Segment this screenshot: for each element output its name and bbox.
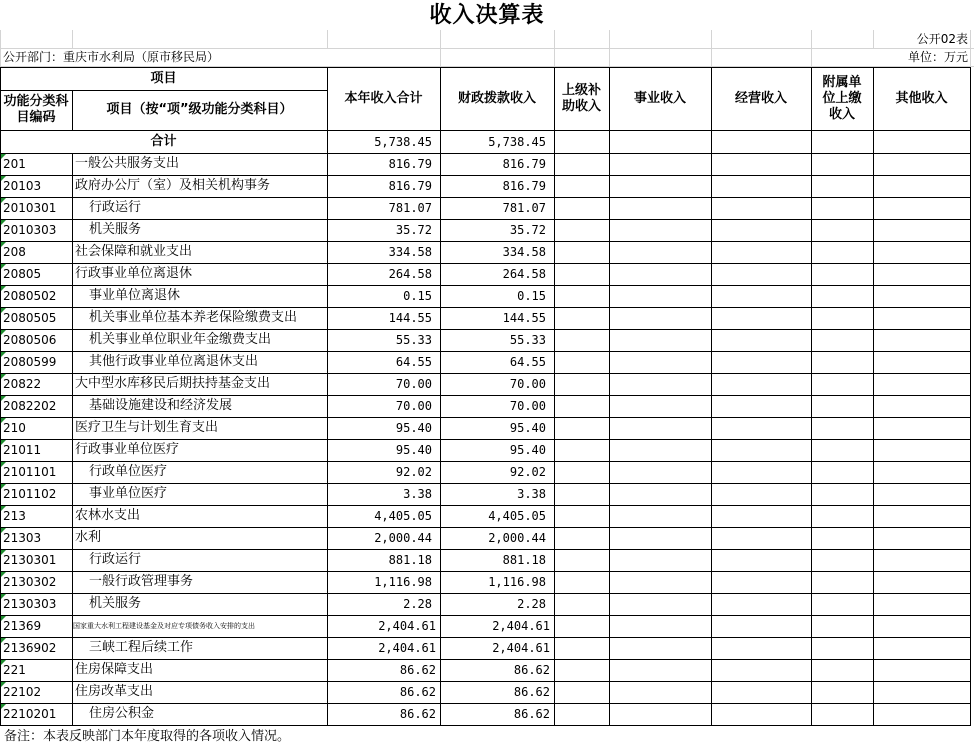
row-total-income: 144.55 — [388, 311, 432, 325]
grid-line — [0, 505, 971, 506]
green-triangle-marker — [1, 198, 6, 203]
page-title: 收入决算表 — [0, 0, 974, 30]
row-total-income: 3.38 — [403, 487, 432, 501]
grid-line — [0, 197, 971, 198]
row-code: 2080506 — [3, 333, 57, 347]
grid-line — [0, 67, 971, 68]
row-total-income: 264.58 — [388, 267, 432, 281]
row-item-name: 农林水支出 — [75, 508, 141, 523]
row-code: 2136902 — [3, 641, 57, 655]
row-item-name: 水利 — [75, 530, 102, 545]
row-fiscal-income: 86.62 — [513, 685, 550, 699]
row-code: 2130301 — [3, 553, 57, 567]
grid-line — [970, 67, 971, 725]
grid-line — [609, 67, 610, 725]
row-total-income: 4,405.05 — [374, 509, 432, 523]
table-note: 备注：本表反映部门本年度取得的各项收入情况。 — [4, 729, 291, 744]
row-fiscal-income: 2,000.44 — [488, 531, 546, 545]
row-total-income: 816.79 — [388, 157, 432, 171]
header-item-name: 项目（按“项”级功能分类科目） — [106, 102, 293, 117]
grid-line — [811, 67, 812, 725]
row-item-name: 三峡工程后续工作 — [89, 640, 194, 655]
row-item-name: 一般行政管理事务 — [89, 574, 194, 589]
grid-line — [0, 307, 971, 308]
header-business: 事业收入 — [633, 90, 686, 106]
row-item-name: 医疗卫生与计划生育支出 — [75, 420, 219, 435]
row-fiscal-income: 2,404.61 — [492, 641, 550, 655]
green-triangle-marker — [1, 264, 6, 269]
row-item-name: 机关服务 — [89, 222, 142, 237]
row-code: 213 — [3, 509, 26, 523]
green-triangle-marker — [1, 462, 6, 467]
row-code: 2010301 — [3, 201, 57, 215]
row-item-name: 其他行政事业单位离退休支出 — [89, 354, 259, 369]
row-code: 21011 — [3, 443, 42, 457]
row-code: 2010303 — [3, 223, 57, 237]
row-total-income: 55.33 — [395, 333, 432, 347]
row-fiscal-income: 95.40 — [509, 421, 546, 435]
row-total-income: 2.28 — [403, 597, 432, 611]
row-total-income: 35.72 — [395, 223, 432, 237]
row-code: 20822 — [3, 377, 42, 391]
row-fiscal-income: 816.79 — [502, 157, 546, 171]
green-triangle-marker — [1, 242, 6, 247]
row-fiscal-income: 816.79 — [502, 179, 546, 193]
row-fiscal-income: 781.07 — [502, 201, 546, 215]
row-item-name: 住房改革支出 — [75, 684, 154, 699]
row-total-income: 1,116.98 — [374, 575, 432, 589]
header-item: 项目 — [150, 70, 177, 86]
green-triangle-marker — [1, 528, 6, 533]
header-total-income: 本年收入合计 — [344, 90, 423, 106]
row-total-income: 2,404.61 — [378, 619, 436, 633]
grid-line — [0, 703, 971, 704]
grid-line — [0, 90, 327, 91]
green-triangle-marker — [1, 682, 6, 687]
grid-line — [72, 90, 73, 130]
green-triangle-marker — [1, 550, 6, 555]
grid-line — [0, 527, 971, 528]
grid-line — [0, 483, 971, 484]
row-total-income: 0.15 — [403, 289, 432, 303]
green-triangle-marker — [1, 396, 6, 401]
green-triangle-marker — [1, 704, 6, 709]
row-item-name: 基础设施建设和经济发展 — [89, 398, 233, 413]
row-code: 2101101 — [3, 465, 57, 479]
row-code: 2101102 — [3, 487, 57, 501]
row-code: 2082202 — [3, 399, 57, 413]
row-fiscal-income: 2,404.61 — [492, 619, 550, 633]
row-total-income: 95.40 — [395, 421, 432, 435]
row-fiscal-income: 1,116.98 — [488, 575, 546, 589]
grid-line — [0, 637, 971, 638]
row-total-income: 64.55 — [395, 355, 432, 369]
row-code: 22102 — [3, 685, 42, 699]
green-triangle-marker — [1, 176, 6, 181]
grid-line — [0, 659, 971, 660]
row-fiscal-income: 3.38 — [517, 487, 546, 501]
green-triangle-marker — [1, 660, 6, 665]
green-triangle-marker — [1, 286, 6, 291]
row-total-income: 781.07 — [388, 201, 432, 215]
row-total-income: 92.02 — [395, 465, 432, 479]
row-total-income: 816.79 — [388, 179, 432, 193]
row-fiscal-income: 64.55 — [509, 355, 546, 369]
grid-line — [0, 439, 971, 440]
row-item-name: 政府办公厅（室）及相关机构事务 — [75, 178, 271, 193]
row-item-name: 行政运行 — [89, 200, 142, 215]
row-fiscal-income: 264.58 — [502, 267, 546, 281]
header-other: 其他收入 — [895, 90, 948, 106]
row-fiscal-income: 35.72 — [509, 223, 546, 237]
form-code: 公开02表 — [880, 30, 968, 48]
grid-line — [0, 175, 971, 176]
row-code: 21369 — [3, 619, 42, 633]
row-total-income: 70.00 — [395, 377, 432, 391]
row-item-name: 住房公积金 — [89, 706, 155, 721]
row-code: 2130303 — [3, 597, 57, 611]
grid-line — [0, 681, 971, 682]
row-item-name: 住房保障支出 — [75, 662, 154, 677]
header-operating: 经营收入 — [734, 90, 787, 106]
row-fiscal-income: 86.62 — [513, 663, 550, 677]
grid-line — [0, 219, 971, 220]
green-triangle-marker — [1, 594, 6, 599]
row-fiscal-income: 0.15 — [517, 289, 546, 303]
grid-line — [72, 153, 73, 725]
row-total-income: 70.00 — [395, 399, 432, 413]
row-item-name: 行政事业单位离退休 — [75, 266, 193, 281]
header-func-code: 功能分类科目编码 — [3, 94, 69, 125]
row-code: 20103 — [3, 179, 42, 193]
grid-line — [327, 67, 328, 725]
grid-line — [0, 285, 971, 286]
grid-line — [0, 593, 971, 594]
grid-line — [0, 571, 971, 572]
row-item-name: 事业单位医疗 — [89, 486, 168, 501]
row-fiscal-income: 70.00 — [509, 377, 546, 391]
green-triangle-marker — [1, 484, 6, 489]
row-code: 2080502 — [3, 289, 57, 303]
row-item-name: 行政事业单位医疗 — [75, 442, 180, 457]
row-total-income: 2,000.44 — [374, 531, 432, 545]
row-item-name: 机关服务 — [89, 596, 142, 611]
row-fiscal-income: 95.40 — [509, 443, 546, 457]
row-total-income: 95.40 — [395, 443, 432, 457]
grid-line — [0, 329, 971, 330]
row-item-name: 社会保障和就业支出 — [75, 244, 193, 259]
grid-line — [0, 549, 971, 550]
row-code: 21303 — [3, 531, 42, 545]
row-fiscal-income: 334.58 — [502, 245, 546, 259]
row-item-name: 机关事业单位基本养老保险缴费支出 — [89, 310, 298, 325]
row-code: 20805 — [3, 267, 42, 281]
row-item-name: 行政单位医疗 — [89, 464, 168, 479]
row-item-name: 国家重大水利工程建设基金及对应专项债务收入安排的支出 — [73, 622, 255, 630]
green-triangle-marker — [1, 616, 6, 621]
row-fiscal-income: 881.18 — [502, 553, 546, 567]
row-item-name: 一般公共服务支出 — [75, 156, 180, 171]
row-total-income: 86.62 — [399, 663, 436, 677]
grid-line — [711, 67, 712, 725]
green-triangle-marker — [1, 506, 6, 511]
row-item-name: 大中型水库移民后期扶持基金支出 — [75, 376, 271, 391]
total-row-total: 5,738.45 — [374, 135, 432, 149]
row-code: 2080599 — [3, 355, 57, 369]
unit-label: 单位：万元 — [870, 49, 968, 66]
green-triangle-marker — [1, 418, 6, 423]
row-item-name: 机关事业单位职业年金缴费支出 — [89, 332, 272, 347]
green-triangle-marker — [1, 374, 6, 379]
row-fiscal-income: 70.00 — [509, 399, 546, 413]
green-triangle-marker — [1, 638, 6, 643]
grid-line — [0, 417, 971, 418]
grid-line — [0, 615, 971, 616]
grid-line — [0, 461, 971, 462]
green-triangle-marker — [1, 220, 6, 225]
row-fiscal-income: 55.33 — [509, 333, 546, 347]
row-item-name: 行政运行 — [89, 552, 142, 567]
row-fiscal-income: 4,405.05 — [488, 509, 546, 523]
row-fiscal-income: 86.62 — [513, 707, 550, 721]
row-fiscal-income: 2.28 — [517, 597, 546, 611]
row-code: 221 — [3, 663, 26, 677]
green-triangle-marker — [1, 154, 6, 159]
row-item-name: 事业单位离退休 — [89, 288, 181, 303]
grid-line — [0, 263, 971, 264]
row-total-income: 334.58 — [388, 245, 432, 259]
header-affiliated: 附属单位上缴收入 — [822, 74, 862, 122]
grid-line — [0, 373, 971, 374]
row-fiscal-income: 92.02 — [509, 465, 546, 479]
grid-line — [0, 395, 971, 396]
row-code: 210 — [3, 421, 26, 435]
total-row-label: 合计 — [150, 134, 177, 149]
header-fiscal: 财政拨款收入 — [457, 90, 536, 106]
green-triangle-marker — [1, 352, 6, 357]
row-total-income: 86.62 — [399, 707, 436, 721]
row-code: 208 — [3, 245, 26, 259]
grid-line — [0, 351, 971, 352]
green-triangle-marker — [1, 440, 6, 445]
green-triangle-marker — [1, 572, 6, 577]
row-fiscal-income: 144.55 — [502, 311, 546, 325]
header-subsidy: 上级补助收入 — [561, 82, 601, 114]
green-triangle-marker — [1, 330, 6, 335]
row-total-income: 881.18 — [388, 553, 432, 567]
grid-line — [873, 67, 874, 725]
grid-line — [440, 67, 441, 725]
row-code: 2210201 — [3, 707, 57, 721]
grid-line — [0, 153, 971, 154]
department-label: 公开部门：重庆市水利局（原市移民局） — [3, 49, 403, 66]
green-triangle-marker — [1, 308, 6, 313]
grid-line — [0, 241, 971, 242]
row-total-income: 2,404.61 — [378, 641, 436, 655]
row-total-income: 86.62 — [399, 685, 436, 699]
row-code: 201 — [3, 157, 26, 171]
grid-line — [0, 130, 971, 131]
grid-line — [554, 67, 555, 725]
row-code: 2130302 — [3, 575, 57, 589]
row-code: 2080505 — [3, 311, 57, 325]
total-row-fiscal: 5,738.45 — [488, 135, 546, 149]
grid-line — [0, 67, 1, 725]
